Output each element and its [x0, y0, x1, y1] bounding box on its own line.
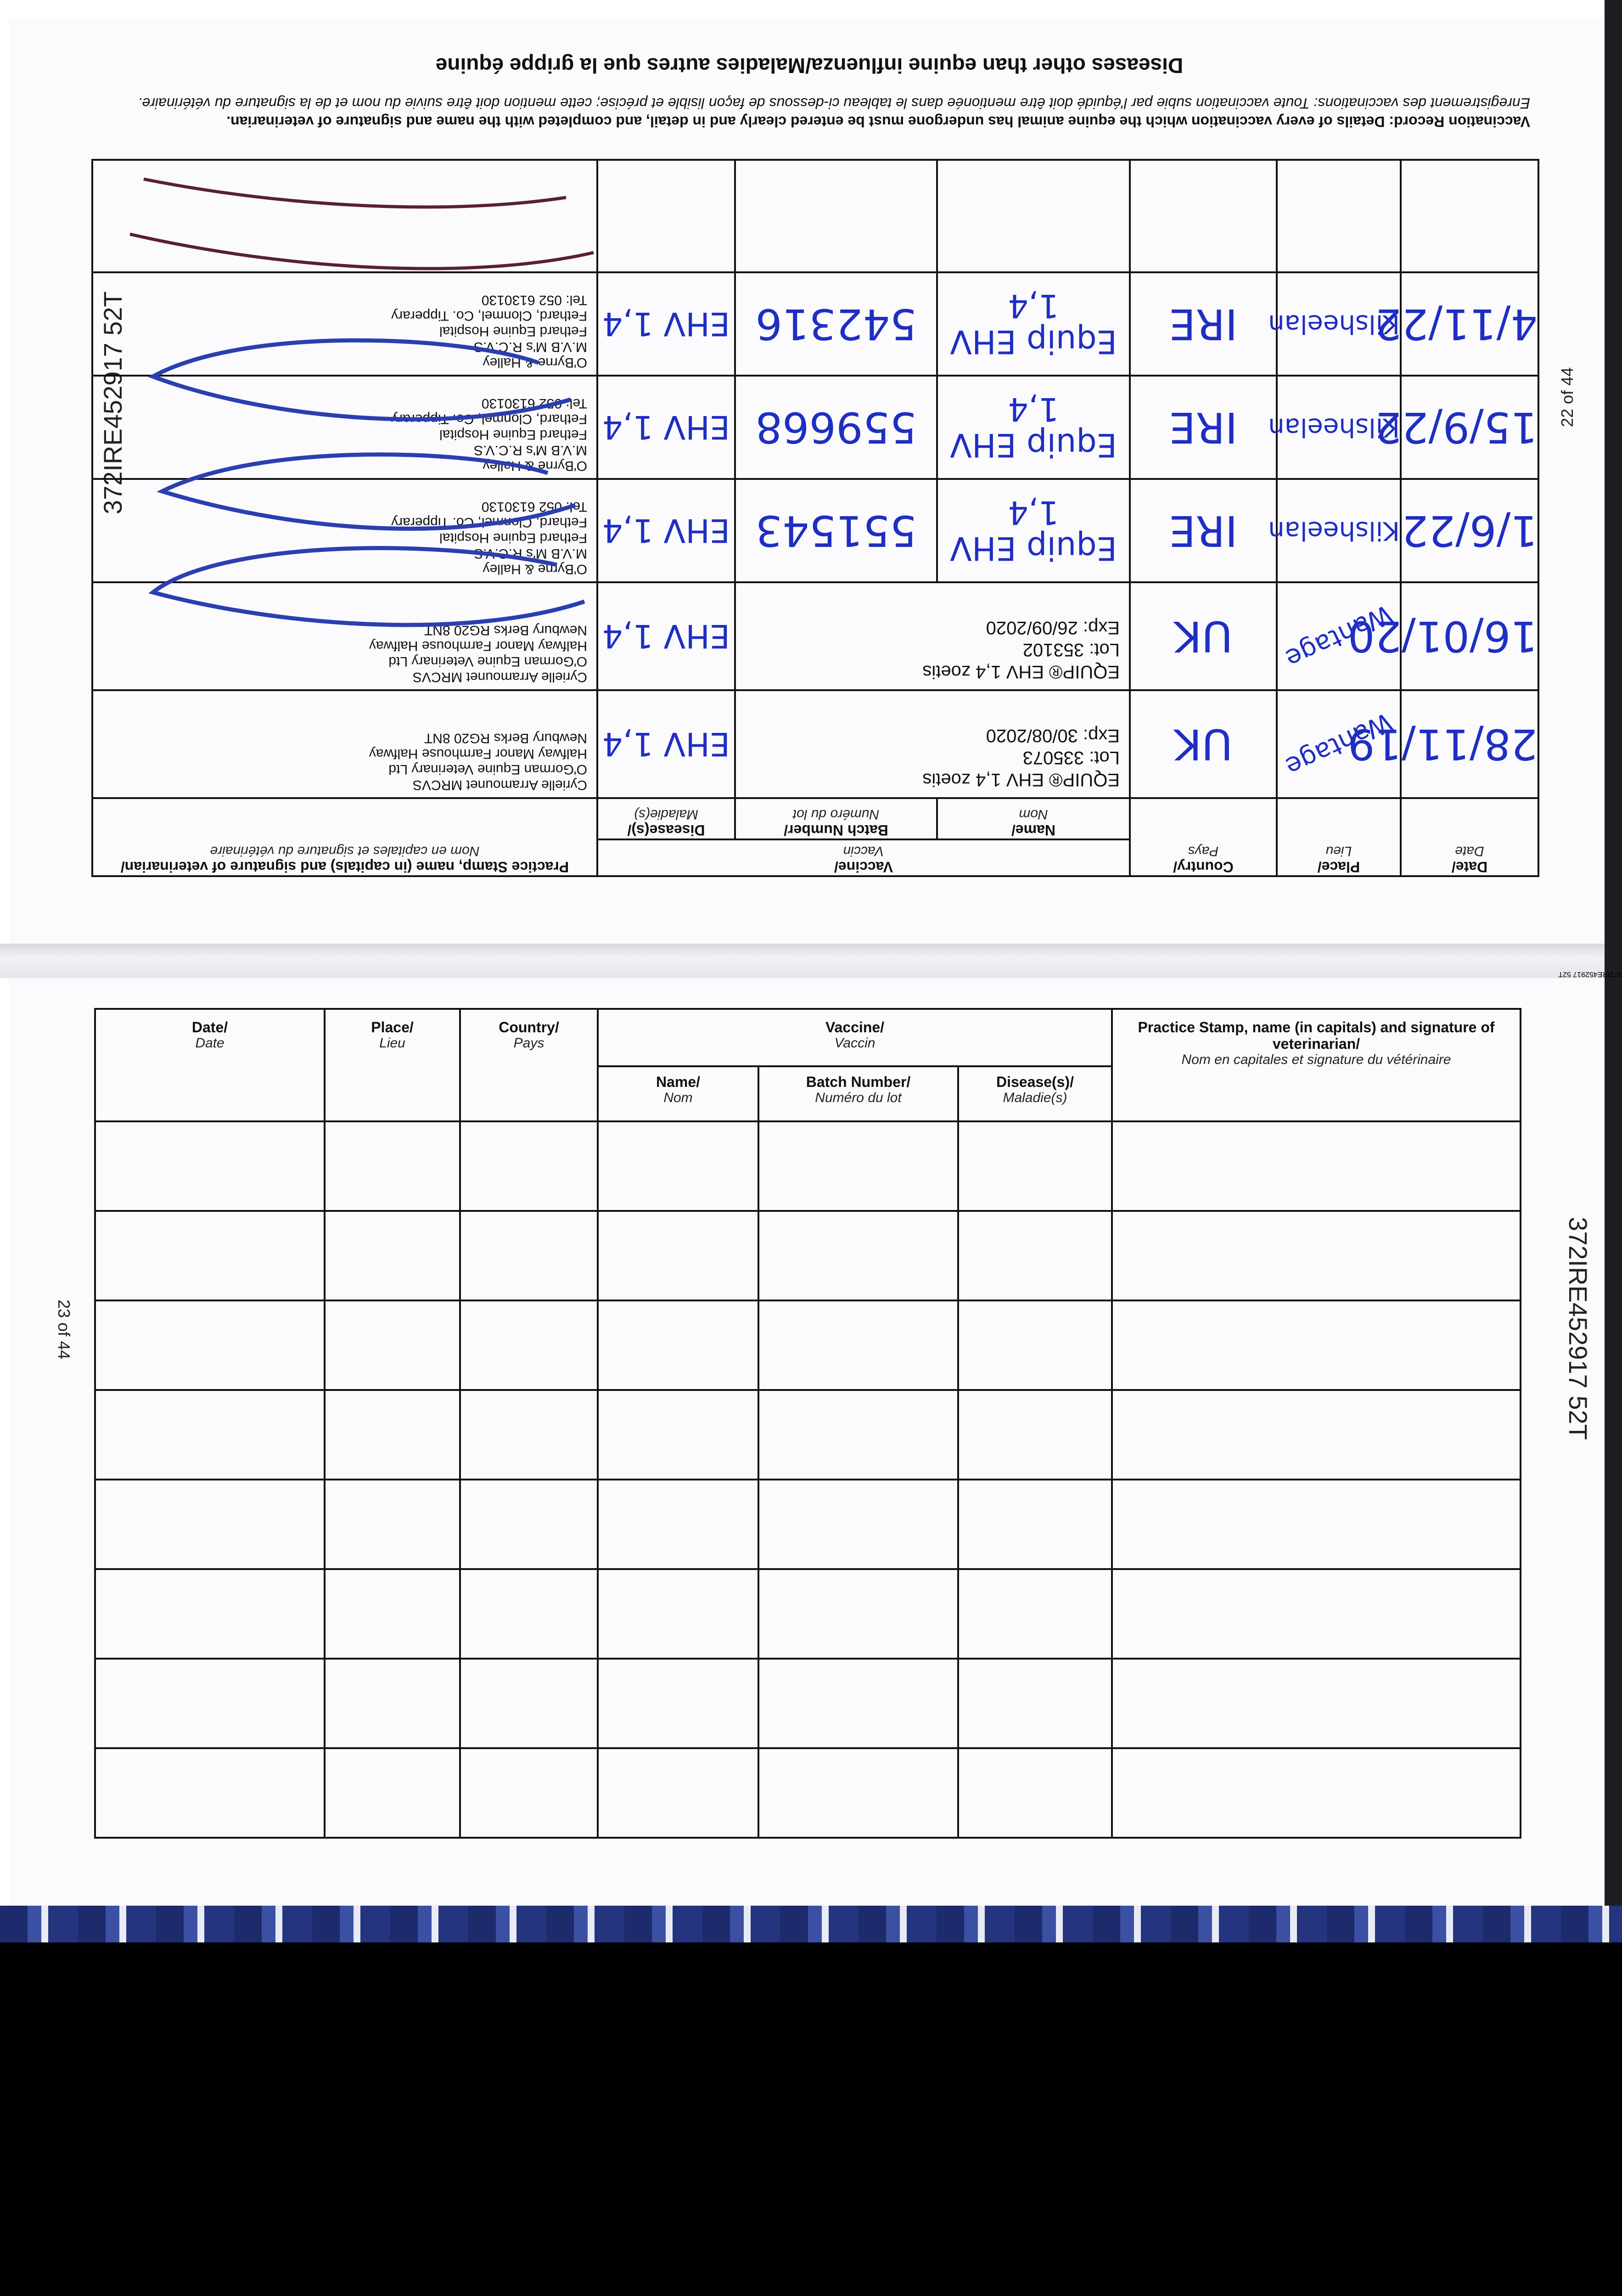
scan-background	[0, 1942, 1622, 2296]
row-date: 1/6/22	[1401, 506, 1538, 556]
row-place: Wantage	[1281, 599, 1397, 674]
row-date: 4/11/22	[1375, 299, 1538, 349]
row-place: Wantage	[1281, 707, 1397, 782]
passport-cover-edge	[0, 1906, 1622, 1947]
row-vaccine-name: Equip EHV 1,4	[950, 287, 1117, 361]
table-row	[95, 1748, 1521, 1838]
signature-scribbles	[107, 152, 612, 657]
header-country: Country/ Pays	[1130, 798, 1277, 876]
vaccine-label: EQUIP® EHV 1,4 zoetis Lot: 353102 Exp: 26/09/2020	[922, 618, 1120, 682]
header-date: Date/ Date	[1401, 798, 1538, 876]
header-vaccine: Vaccine/ Vaccin	[597, 839, 1130, 876]
row-date: 15/9/22	[1375, 403, 1538, 452]
row-country: UK	[1174, 612, 1233, 661]
row-place: Kilsheelan	[1268, 309, 1400, 339]
header-place: Place/ Lieu	[325, 1009, 460, 1121]
vet-stamp: Cyrielle Arramounet MRCVS O'Gorman Equine Veterinary Ltd Halfway Manor Farmhouse Halfway Newbury Berks RG20 8NT	[369, 623, 587, 685]
row-disease: EHV 1,4	[602, 305, 730, 343]
document-id-top: 372IRE452917 52T	[1558, 970, 1622, 978]
header-country: Country/ Pays	[460, 1009, 598, 1121]
row-place: Kilsheelan	[1268, 412, 1400, 443]
table-row	[92, 690, 1538, 798]
document-id-bottom: 372IRE452917 52T	[1564, 1217, 1593, 1440]
row-disease: EHV 1,4	[602, 408, 730, 446]
table-row	[95, 1659, 1521, 1748]
header-name: Name/ Nom	[937, 798, 1130, 839]
row-disease: EHV 1,4	[602, 725, 730, 763]
row-country: IRE	[1169, 403, 1238, 452]
document-id: 372IRE452917 52T	[98, 291, 127, 514]
header-vaccine: Vaccine/ Vaccin	[598, 1009, 1112, 1066]
table-row	[95, 1300, 1521, 1390]
row-vaccine-name: Equip EHV 1,4	[950, 390, 1117, 464]
header-name: Name/ Nom	[598, 1066, 758, 1121]
note-french: Enregistrement des vaccinations: Toute vaccination subie par l'équidé doit être mentionée dans le tableau ci-dessous de façon lisible et précise; cette mention doit être suivie du nom et de la signature du vétérinaire.	[138, 95, 1530, 112]
vaccination-table-23	[94, 1008, 1521, 1839]
vet-stamp: O'Byrne & Halley M.V.B M's R.C.V.S Fethard Equine Hospital Fethard, Clonmel, Co. Tipperary Tel: 052 6130130	[391, 396, 587, 473]
header-date: Date/ Date	[95, 1009, 325, 1121]
table-row	[95, 1211, 1521, 1300]
vet-stamp: Cyrielle Arramounet MRCVS O'Gorman Equine Veterinary Ltd Halfway Manor Farmhouse Halfway Newbury Berks RG20 8NT	[369, 731, 587, 793]
vaccine-label: EQUIP® EHV 1,4 zoetis Lot: 335073 Exp: 30/08/2020	[922, 726, 1120, 790]
header-stamp: Practice Stamp, name (in capitals) and signature of veterinarian/ Nom en capitales et signature du vétérinaire	[1112, 1009, 1521, 1121]
row-place: Kilsheelan	[1268, 516, 1400, 546]
vet-stamp: O'Byrne & Halley M.V.B M's R.C.V.S Fethard Equine Hospital Fethard, Clonmel, Co. Tipperary Tel: 052 6130130	[391, 293, 587, 370]
table-row	[95, 1390, 1521, 1480]
header-batch: Batch Number/ Numéro du lot	[758, 1066, 958, 1121]
note-english: Vaccination Record: Details of every vaccination which the equine animal has undergone must be entered clearly and in detail, and completed with the name and signature of veterinarian.	[226, 113, 1530, 130]
row-batch: 542316	[755, 299, 917, 349]
top-table-wrap	[0, 0, 1622, 978]
row-batch: 551543	[755, 506, 917, 556]
page-title: Diseases other than equine influenza/Maladies autres que la grippe équine	[435, 54, 1184, 78]
page-number: 22 of 44	[1558, 367, 1577, 427]
table-row	[95, 1569, 1521, 1659]
header-place: Place/ Lieu	[1277, 798, 1401, 876]
row-batch: 559668	[755, 403, 917, 452]
row-date: 28/11/19	[1347, 720, 1538, 769]
row-country: UK	[1174, 720, 1233, 769]
row-country: IRE	[1169, 506, 1238, 556]
row-country: IRE	[1169, 299, 1238, 349]
row-vaccine-name: Equip EHV 1,4	[950, 494, 1117, 568]
header-disease: Disease(s)/ Maladie(s)	[597, 798, 735, 839]
header-stamp: Practice Stamp, name (in capitals) and signature of veterinarian/ Nom en capitales et signature du vétérinaire	[92, 798, 597, 876]
row-date: 16/01/20	[1347, 612, 1538, 661]
table-row	[95, 1480, 1521, 1569]
row-disease: EHV 1,4	[602, 617, 730, 655]
table-row	[95, 1121, 1521, 1211]
page-number-bottom: 23 of 44	[55, 1300, 73, 1360]
header-batch: Batch Number/ Numéro du lot	[735, 798, 937, 839]
vet-stamp: O'Byrne & Halley M.V.B M's R.C.V.S Fethard Equine Hospital Fethard, Clonmel, Co. Tipperary Tel: 052 6130130	[391, 499, 587, 577]
row-disease: EHV 1,4	[602, 512, 730, 550]
header-disease: Disease(s)/ Maladie(s)	[958, 1066, 1112, 1121]
